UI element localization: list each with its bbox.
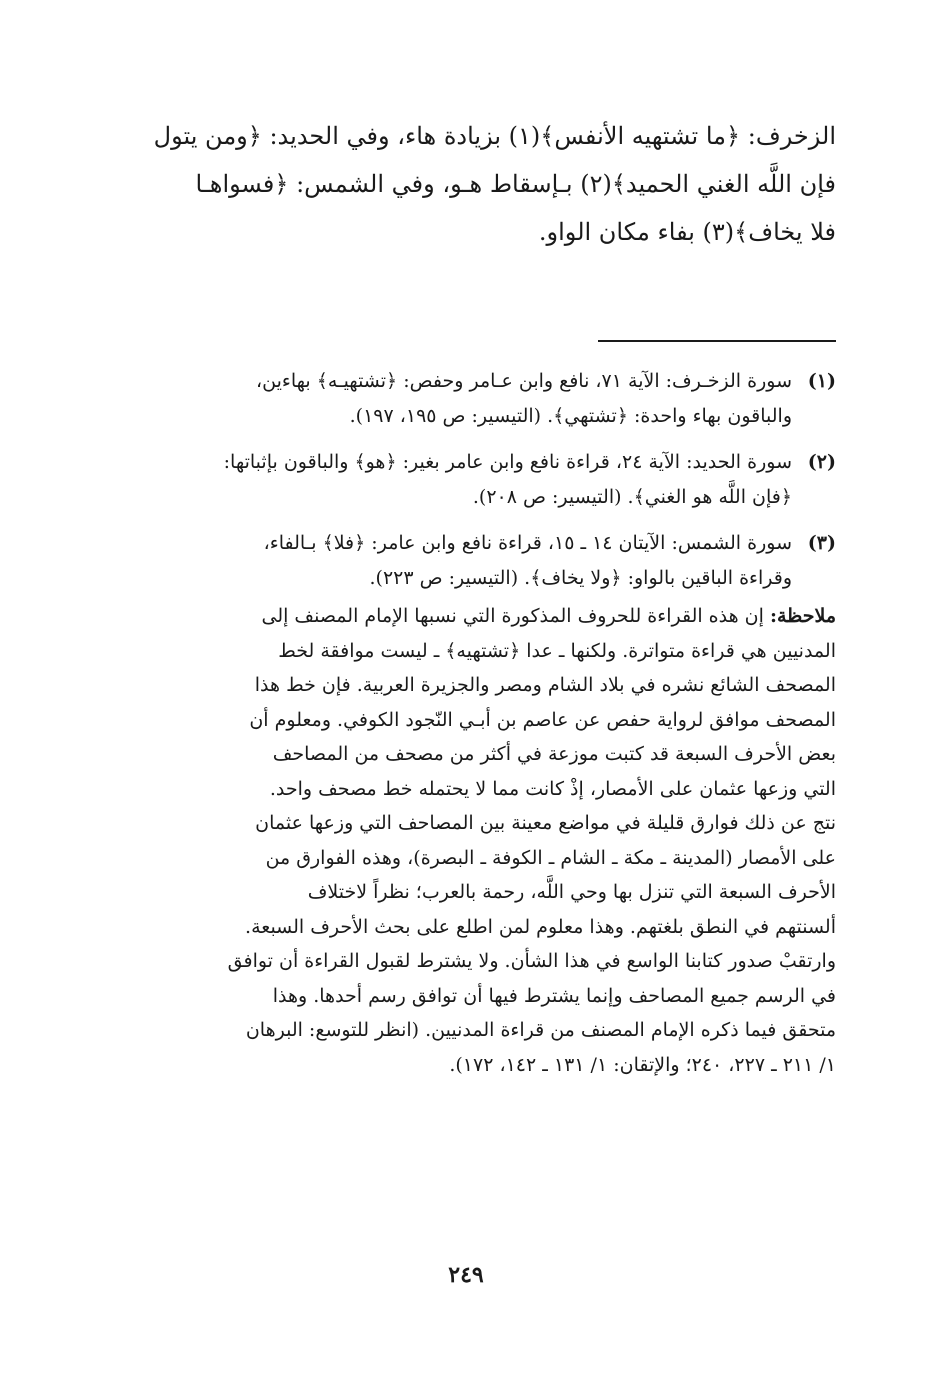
footnote-line: سورة الحديد: الآية ٢٤، قراءة نافع وابن عامر بغير: ﴿هو﴾ والباقون بإثباتها: (223, 451, 792, 473)
footnote-line: سورة الشمس: الآيتان ١٤ ـ ١٥، قراءة نافع وابن عامر: ﴿فلا﴾ بـالفاء، (263, 532, 792, 554)
note-line: وارتقبْ صدور كتابنا الواسع في هذا الشأن. ولا يشترط لقبول القراءة أن توافق (227, 950, 836, 972)
footnote-divider (598, 340, 836, 342)
note-line: متحقق فيما ذكره الإمام المصنف من قراءة المدنيين. (انظر للتوسع: البرهان (245, 1019, 836, 1041)
footnote-line: وقراءة الباقين بالواو: ﴿ولا يخاف﴾. (التيسير: ص ٢٢٣). (369, 566, 792, 589)
note-line: ١/ ٢١١ ـ ٢٢٧، ٢٤٠؛ والإتقان: ١/ ١٣١ ـ ١٤٢، ١٧٢). (449, 1053, 836, 1076)
note-line: في الرسم جميع المصاحف وإنما يشترط فيها أن توافق رسم أحدها. وهذا (272, 984, 836, 1007)
note-line: التي وزعها عثمان على الأمصار، إذْ كانت مما لا يحتمله خط مصحف واحد. (269, 777, 836, 800)
footnote-line: سورة الزخـرف: الآية ٧١، نافع وابن عـامر وحفص: ﴿تشتهيـه﴾ بهاءين، (256, 370, 792, 392)
note-line: على الأمصار (المدينة ـ مكة ـ الشام ـ الكوفة ـ البصرة)، وهذه الفوارق من (265, 846, 836, 869)
footnote-line: والباقون بهاء واحدة: ﴿تشتهي﴾. (التيسير: ص ١٩٥، ١٩٧). (349, 404, 792, 427)
note-line: المصحف موافق لرواية حفص عن عاصم بن أبـي النّجود الكوفي. ومعلوم أن (249, 708, 836, 731)
page-number: ٢٤٩ (448, 1262, 484, 1288)
footnotes (96, 364, 836, 1082)
note-line: ألسنتهم في النطق بلغتهم. وهذا معلوم لمن اطلع على بحث الأحرف السبعة. (245, 915, 836, 938)
footnote-number: (٢) (807, 451, 836, 473)
note-first-line: إن هذه القراءة للحروف المذكورة التي نسبها الإمام المصنف إلى (261, 605, 770, 627)
footnote-number: (١) (807, 370, 836, 392)
footnote-3 (96, 526, 836, 595)
footnote-body (96, 526, 792, 595)
footnote-1 (96, 364, 836, 433)
main-text-line: فإن اللَّه الغني الحميد﴾(٢) بـإسقاط هـو، وفي الشمس: ﴿فسواهـا (195, 170, 836, 198)
footnote-line: ﴿فإن اللَّه هو الغني﴾. (التيسير: ص ٢٠٨). (472, 485, 792, 508)
note-label: ملاحظة: (769, 605, 836, 627)
main-text (96, 112, 836, 256)
note-line: بعض الأحرف السبعة قد كتبت موزعة في أكثر من مصحف من المصاحف (272, 743, 836, 765)
footnote-2 (96, 445, 836, 514)
footnote-body (96, 445, 792, 514)
footnote-number: (٣) (807, 532, 836, 554)
footnote-body (96, 364, 792, 433)
editor-note (96, 599, 836, 1082)
main-text-line: الزخرف: ﴿ما تشتهيه الأنفس﴾(١) بزيادة هاء، وفي الحديد: ﴿ومن يتول (153, 122, 836, 150)
note-line: المدنيين هي قراءة متواترة. ولكنها ـ عدا ﴿تشتهيه﴾ ـ ليست موافقة لخط (278, 639, 836, 662)
main-text-line: فلا يخاف﴾(٣) بفاء مكان الواو. (538, 218, 836, 246)
note-line: الأحرف السبعة التي تنزل بها وحي اللَّه، رحمة بالعرب؛ نظراً لاختلاف (307, 881, 836, 903)
note-line: المصحف الشائع نشره في بلاد الشام ومصر والجزيرة العربية. فإن خط هذا (254, 674, 836, 696)
note-line: نتج عن ذلك فوارق قليلة في مواضع معينة بين المصاحف التي وزعها عثمان (255, 812, 836, 834)
note-line (96, 599, 836, 634)
